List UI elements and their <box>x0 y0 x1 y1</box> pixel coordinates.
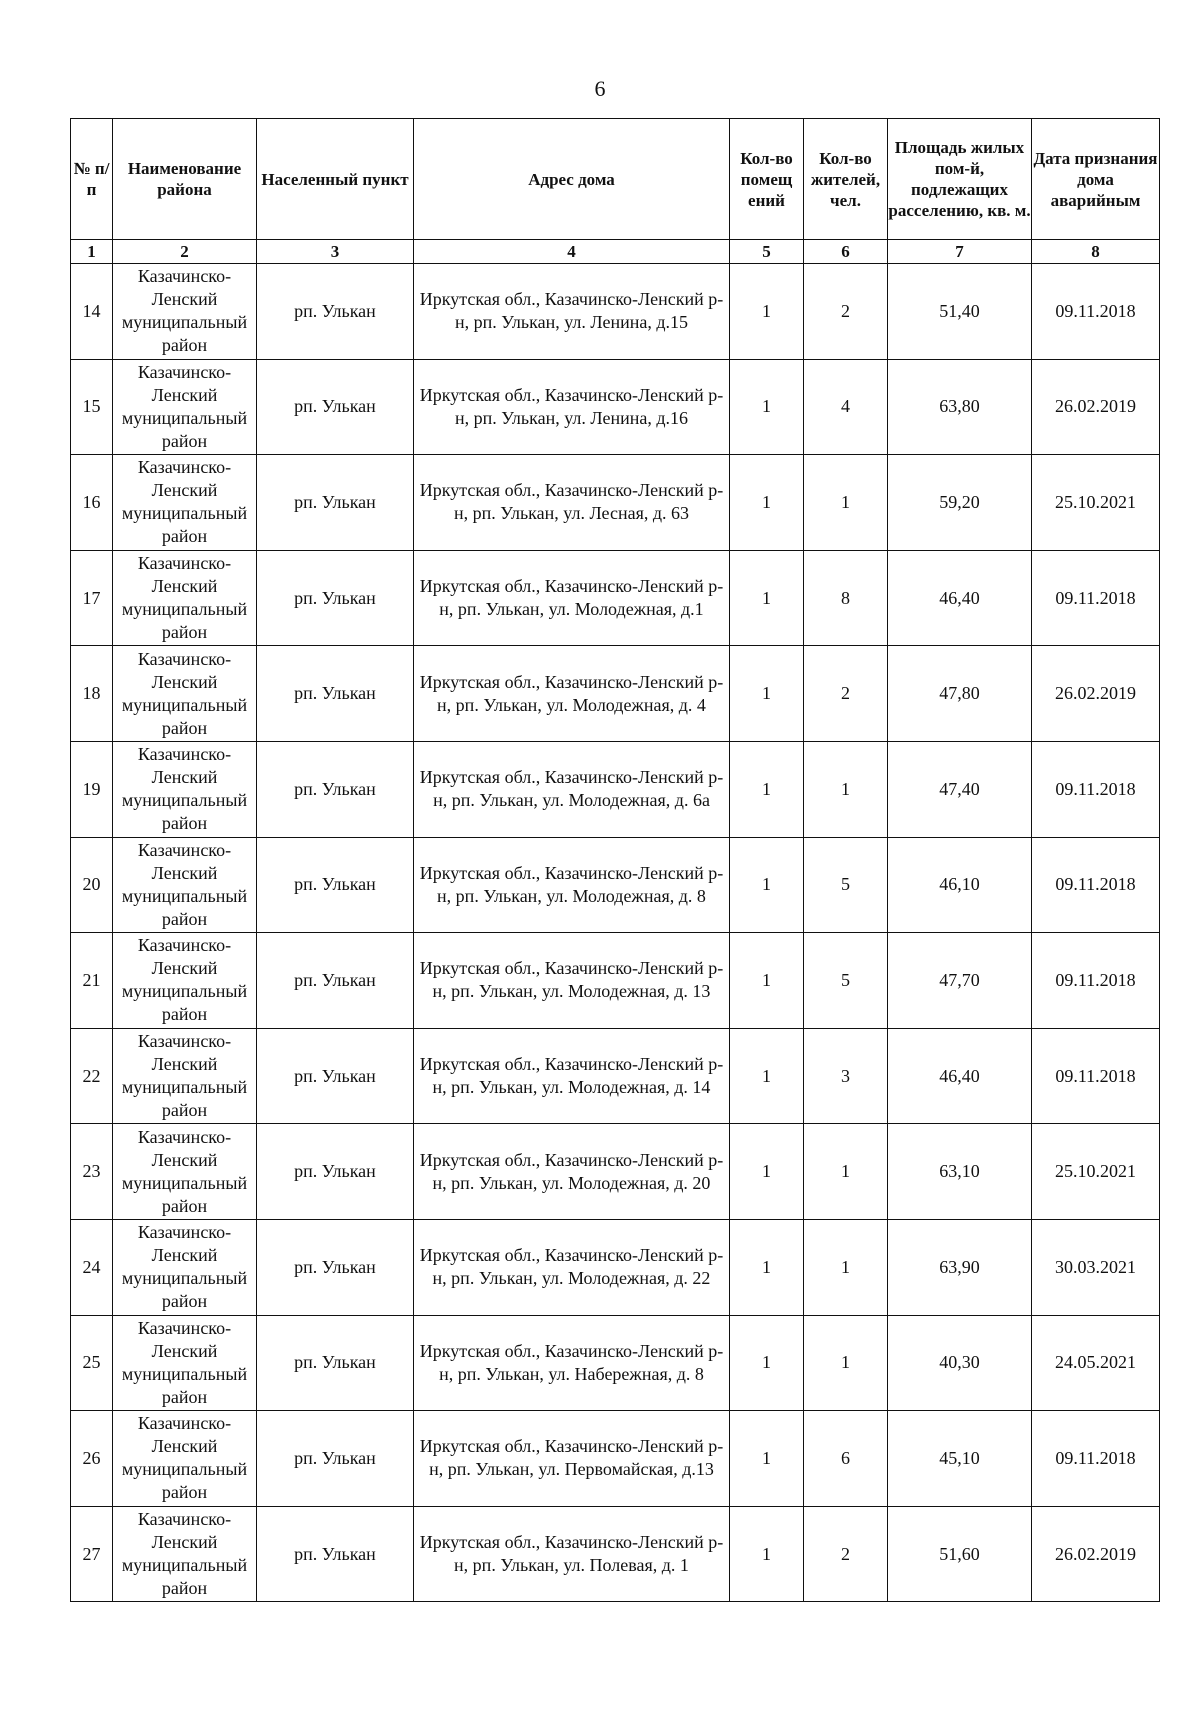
cell-area: 63,80 <box>888 359 1032 455</box>
cell-area: 51,60 <box>888 1506 1032 1602</box>
column-number: 8 <box>1032 240 1160 264</box>
emergency-housing-table <box>70 118 1160 1602</box>
cell-area: 59,20 <box>888 455 1032 551</box>
cell-district: Казачинско-Ленский муниципальный район <box>113 264 257 360</box>
cell-locality: рп. Улькан <box>257 1028 414 1124</box>
header-district: Наименование района <box>113 119 257 240</box>
cell-address: Иркутская обл., Казачинско-Ленский р-н, рп. Улькан, ул. Молодежная, д. 4 <box>414 646 730 742</box>
cell-date: 25.10.2021 <box>1032 455 1160 551</box>
header-area: Площадь жилых пом-й, подлежащих расселению, кв. м. <box>888 119 1032 240</box>
header-row <box>71 119 1160 240</box>
cell-area: 63,10 <box>888 1124 1032 1220</box>
cell-locality: рп. Улькан <box>257 359 414 455</box>
cell-address: Иркутская обл., Казачинско-Ленский р-н, рп. Улькан, ул. Молодежная, д.1 <box>414 550 730 646</box>
column-number: 6 <box>804 240 888 264</box>
cell-address: Иркутская обл., Казачинско-Ленский р-н, рп. Улькан, ул. Молодежная, д. 14 <box>414 1028 730 1124</box>
cell-address: Иркутская обл., Казачинско-Ленский р-н, рп. Улькан, ул. Первомайская, д.13 <box>414 1411 730 1507</box>
cell-rooms: 1 <box>730 1411 804 1507</box>
column-number-row <box>71 240 1160 264</box>
table-row <box>71 359 1160 455</box>
header-residents: Кол-во жителей, чел. <box>804 119 888 240</box>
cell-num: 14 <box>71 264 113 360</box>
cell-district: Казачинско-Ленский муниципальный район <box>113 1506 257 1602</box>
table-row <box>71 1315 1160 1411</box>
cell-rooms: 1 <box>730 837 804 933</box>
cell-date: 09.11.2018 <box>1032 264 1160 360</box>
cell-district: Казачинско-Ленский муниципальный район <box>113 646 257 742</box>
column-number: 3 <box>257 240 414 264</box>
cell-num: 18 <box>71 646 113 742</box>
cell-locality: рп. Улькан <box>257 264 414 360</box>
cell-area: 47,40 <box>888 741 1032 837</box>
cell-locality: рп. Улькан <box>257 1219 414 1315</box>
cell-address: Иркутская обл., Казачинско-Ленский р-н, рп. Улькан, ул. Полевая, д. 1 <box>414 1506 730 1602</box>
cell-district: Казачинско-Ленский муниципальный район <box>113 550 257 646</box>
column-number: 4 <box>414 240 730 264</box>
cell-district: Казачинско-Ленский муниципальный район <box>113 933 257 1029</box>
cell-num: 26 <box>71 1411 113 1507</box>
cell-date: 09.11.2018 <box>1032 1411 1160 1507</box>
page-number: 6 <box>594 76 606 101</box>
table-row <box>71 1124 1160 1220</box>
cell-rooms: 1 <box>730 646 804 742</box>
cell-residents: 4 <box>804 359 888 455</box>
header-date: Дата признания дома аварийным <box>1032 119 1160 240</box>
cell-address: Иркутская обл., Казачинско-Ленский р-н, рп. Улькан, ул. Молодежная, д. 22 <box>414 1219 730 1315</box>
cell-rooms: 1 <box>730 1315 804 1411</box>
column-number: 5 <box>730 240 804 264</box>
cell-district: Казачинско-Ленский муниципальный район <box>113 1315 257 1411</box>
cell-date: 24.05.2021 <box>1032 1315 1160 1411</box>
cell-area: 47,80 <box>888 646 1032 742</box>
table-row <box>71 1028 1160 1124</box>
cell-date: 26.02.2019 <box>1032 646 1160 742</box>
cell-locality: рп. Улькан <box>257 1506 414 1602</box>
cell-date: 30.03.2021 <box>1032 1219 1160 1315</box>
cell-district: Казачинско-Ленский муниципальный район <box>113 1028 257 1124</box>
cell-num: 25 <box>71 1315 113 1411</box>
column-number: 2 <box>113 240 257 264</box>
cell-residents: 2 <box>804 646 888 742</box>
cell-area: 63,90 <box>888 1219 1032 1315</box>
cell-address: Иркутская обл., Казачинско-Ленский р-н, рп. Улькан, ул. Лесная, д. 63 <box>414 455 730 551</box>
cell-locality: рп. Улькан <box>257 455 414 551</box>
cell-date: 09.11.2018 <box>1032 837 1160 933</box>
cell-date: 09.11.2018 <box>1032 550 1160 646</box>
cell-locality: рп. Улькан <box>257 550 414 646</box>
cell-residents: 1 <box>804 1315 888 1411</box>
table-row <box>71 837 1160 933</box>
cell-locality: рп. Улькан <box>257 933 414 1029</box>
cell-area: 45,10 <box>888 1411 1032 1507</box>
cell-locality: рп. Улькан <box>257 837 414 933</box>
cell-residents: 1 <box>804 455 888 551</box>
cell-area: 47,70 <box>888 933 1032 1029</box>
cell-address: Иркутская обл., Казачинско-Ленский р-н, рп. Улькан, ул. Молодежная, д. 20 <box>414 1124 730 1220</box>
cell-residents: 6 <box>804 1411 888 1507</box>
column-number: 7 <box>888 240 1032 264</box>
cell-locality: рп. Улькан <box>257 1411 414 1507</box>
cell-date: 25.10.2021 <box>1032 1124 1160 1220</box>
header-rooms: Кол-во помещ ений <box>730 119 804 240</box>
cell-address: Иркутская обл., Казачинско-Ленский р-н, рп. Улькан, ул. Молодежная, д. 6а <box>414 741 730 837</box>
table-row <box>71 741 1160 837</box>
cell-num: 16 <box>71 455 113 551</box>
cell-district: Казачинско-Ленский муниципальный район <box>113 1124 257 1220</box>
cell-rooms: 1 <box>730 359 804 455</box>
cell-num: 20 <box>71 837 113 933</box>
cell-residents: 1 <box>804 1124 888 1220</box>
cell-district: Казачинско-Ленский муниципальный район <box>113 359 257 455</box>
cell-num: 24 <box>71 1219 113 1315</box>
cell-residents: 5 <box>804 933 888 1029</box>
cell-address: Иркутская обл., Казачинско-Ленский р-н, рп. Улькан, ул. Ленина, д.16 <box>414 359 730 455</box>
cell-num: 15 <box>71 359 113 455</box>
cell-area: 46,10 <box>888 837 1032 933</box>
table-row <box>71 1411 1160 1507</box>
table-row <box>71 1506 1160 1602</box>
cell-locality: рп. Улькан <box>257 646 414 742</box>
cell-residents: 2 <box>804 1506 888 1602</box>
cell-residents: 8 <box>804 550 888 646</box>
cell-num: 27 <box>71 1506 113 1602</box>
cell-residents: 2 <box>804 264 888 360</box>
column-number: 1 <box>71 240 113 264</box>
cell-residents: 5 <box>804 837 888 933</box>
cell-district: Казачинско-Ленский муниципальный район <box>113 741 257 837</box>
cell-date: 09.11.2018 <box>1032 1028 1160 1124</box>
cell-num: 17 <box>71 550 113 646</box>
cell-locality: рп. Улькан <box>257 741 414 837</box>
table-row <box>71 933 1160 1029</box>
cell-date: 26.02.2019 <box>1032 359 1160 455</box>
cell-rooms: 1 <box>730 1124 804 1220</box>
cell-num: 19 <box>71 741 113 837</box>
header-num: № п/п <box>71 119 113 240</box>
cell-area: 51,40 <box>888 264 1032 360</box>
cell-address: Иркутская обл., Казачинско-Ленский р-н, рп. Улькан, ул. Молодежная, д. 8 <box>414 837 730 933</box>
cell-area: 40,30 <box>888 1315 1032 1411</box>
cell-rooms: 1 <box>730 1219 804 1315</box>
cell-num: 21 <box>71 933 113 1029</box>
table-row <box>71 1219 1160 1315</box>
cell-district: Казачинско-Ленский муниципальный район <box>113 837 257 933</box>
table-row <box>71 550 1160 646</box>
cell-district: Казачинско-Ленский муниципальный район <box>113 455 257 551</box>
cell-address: Иркутская обл., Казачинско-Ленский р-н, рп. Улькан, ул. Набережная, д. 8 <box>414 1315 730 1411</box>
cell-area: 46,40 <box>888 550 1032 646</box>
cell-residents: 1 <box>804 741 888 837</box>
cell-rooms: 1 <box>730 455 804 551</box>
cell-residents: 3 <box>804 1028 888 1124</box>
cell-locality: рп. Улькан <box>257 1124 414 1220</box>
cell-num: 22 <box>71 1028 113 1124</box>
cell-date: 09.11.2018 <box>1032 741 1160 837</box>
cell-date: 09.11.2018 <box>1032 933 1160 1029</box>
table-row <box>71 264 1160 360</box>
cell-district: Казачинско-Ленский муниципальный район <box>113 1219 257 1315</box>
cell-date: 26.02.2019 <box>1032 1506 1160 1602</box>
table-body <box>71 264 1160 1602</box>
cell-rooms: 1 <box>730 264 804 360</box>
cell-residents: 1 <box>804 1219 888 1315</box>
header-address: Адрес дома <box>414 119 730 240</box>
cell-address: Иркутская обл., Казачинско-Ленский р-н, рп. Улькан, ул. Ленина, д.15 <box>414 264 730 360</box>
cell-rooms: 1 <box>730 933 804 1029</box>
table-row <box>71 455 1160 551</box>
cell-rooms: 1 <box>730 1506 804 1602</box>
cell-area: 46,40 <box>888 1028 1032 1124</box>
cell-num: 23 <box>71 1124 113 1220</box>
cell-rooms: 1 <box>730 1028 804 1124</box>
table-row <box>71 646 1160 742</box>
header-locality: Населенный пункт <box>257 119 414 240</box>
cell-address: Иркутская обл., Казачинско-Ленский р-н, рп. Улькан, ул. Молодежная, д. 13 <box>414 933 730 1029</box>
cell-rooms: 1 <box>730 741 804 837</box>
cell-rooms: 1 <box>730 550 804 646</box>
cell-locality: рп. Улькан <box>257 1315 414 1411</box>
cell-district: Казачинско-Ленский муниципальный район <box>113 1411 257 1507</box>
